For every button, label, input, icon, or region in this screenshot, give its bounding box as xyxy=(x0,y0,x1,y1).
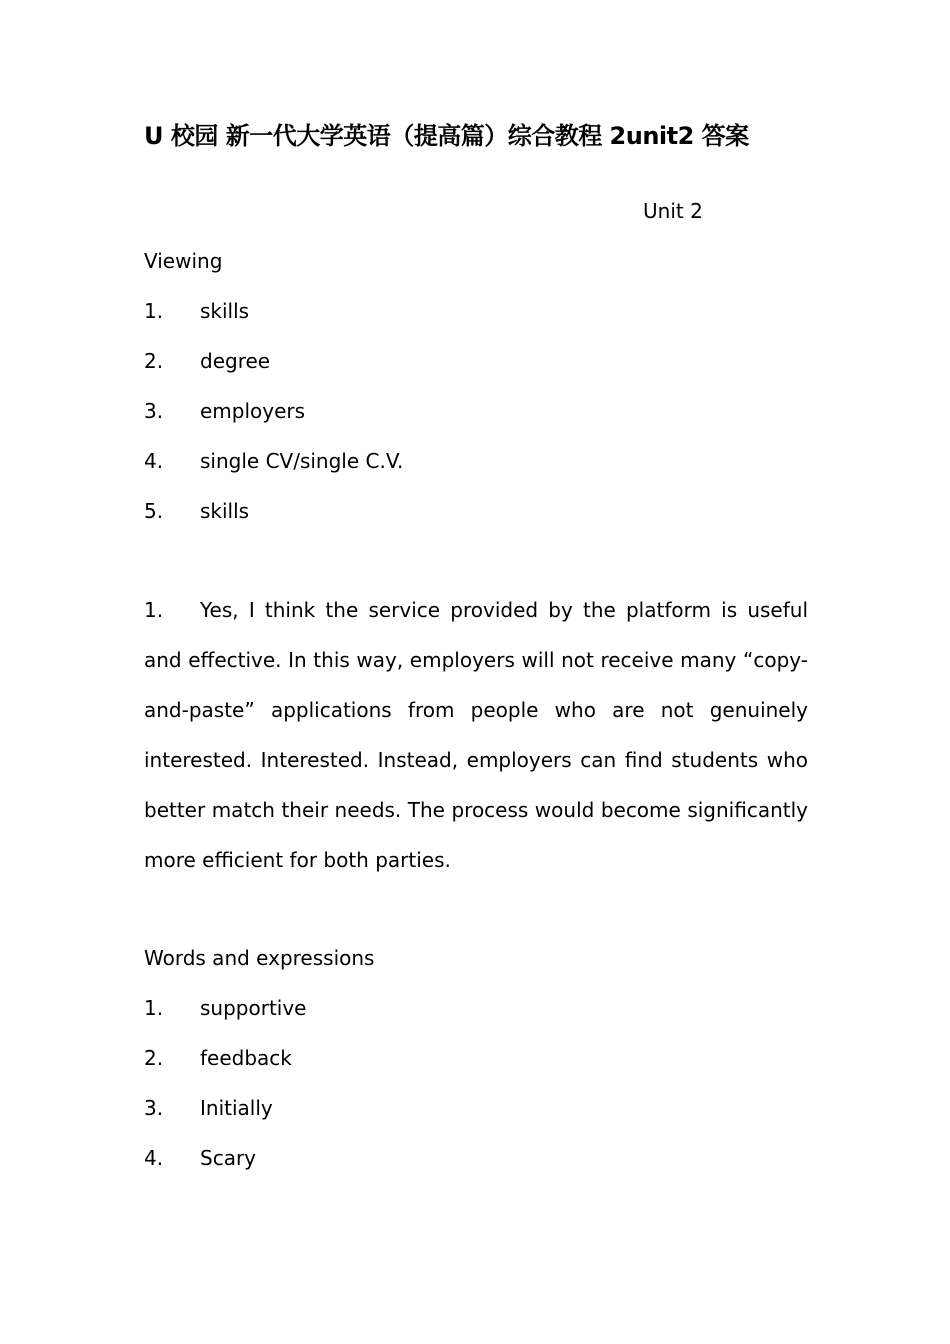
discussion-paragraph xyxy=(144,585,808,885)
answer-text: skills xyxy=(200,299,250,323)
viewing-answer-4 xyxy=(144,447,403,475)
words-answer-3 xyxy=(144,1094,273,1122)
answer-number: 1. xyxy=(144,299,164,323)
answer-number: 5. xyxy=(144,499,164,523)
answer-text: feedback xyxy=(200,1046,292,1070)
answer-number: 3. xyxy=(144,1096,164,1120)
viewing-answer-5 xyxy=(144,497,249,525)
words-answer-1 xyxy=(144,994,306,1022)
unit-heading: Unit 2 xyxy=(643,199,703,223)
answer-text: supportive xyxy=(200,996,307,1020)
words-answer-4 xyxy=(144,1144,256,1172)
answer-text: degree xyxy=(200,349,271,373)
paragraph-number: 1. xyxy=(144,598,164,622)
answer-text: skills xyxy=(200,499,250,523)
viewing-heading: Viewing xyxy=(144,249,223,273)
answer-number: 1. xyxy=(144,996,164,1020)
words-heading: Words and expressions xyxy=(144,946,375,970)
answer-text: Scary xyxy=(200,1146,257,1170)
answer-number: 4. xyxy=(144,449,164,473)
words-answer-2 xyxy=(144,1044,292,1072)
answer-number: 4. xyxy=(144,1146,164,1170)
answer-number: 3. xyxy=(144,399,164,423)
answer-text: single CV/single C.V. xyxy=(200,449,404,473)
paragraph-text: Yes, I think the service provided by the platform is useful and effective. In this way, employers will not receive many “copy-and-paste” applications from people who are not genuinely interested. Interested. Instead, employers can find students who better match their needs. The process would become significantly more efficient for both parties. xyxy=(144,598,808,872)
answer-number: 2. xyxy=(144,349,164,373)
answer-text: Initially xyxy=(200,1096,273,1120)
viewing-answer-1 xyxy=(144,297,249,325)
answer-number: 2. xyxy=(144,1046,164,1070)
answer-text: employers xyxy=(200,399,306,423)
viewing-answer-2 xyxy=(144,347,270,375)
document-title: U 校园 新一代大学英语（提高篇）综合教程 2unit2 答案 xyxy=(144,122,749,150)
viewing-answer-3 xyxy=(144,397,305,425)
